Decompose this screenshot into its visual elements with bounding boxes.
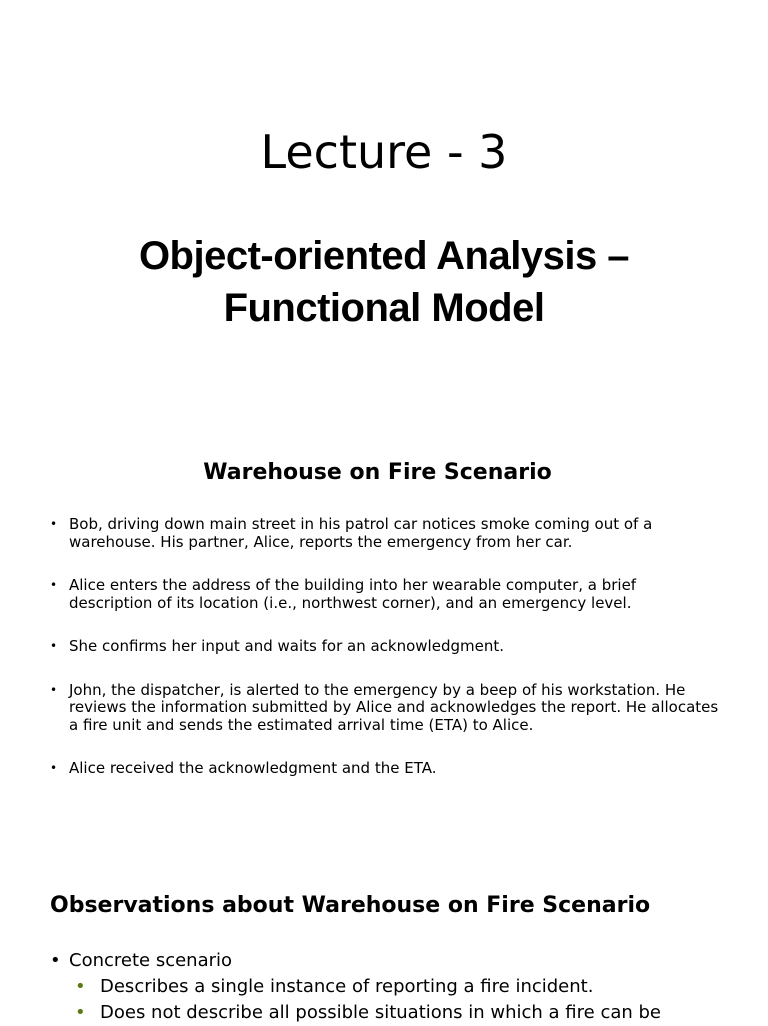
scenario-bullet-item [50, 516, 720, 551]
sub-bullet-marker: • [75, 976, 86, 997]
observation-sub-bullet-item [75, 1000, 760, 1026]
scenario-bullet-item [50, 682, 720, 735]
observation-sub-bullet-item [75, 974, 760, 1000]
scenario-bullet-text: Alice enters the address of the building into her wearable computer, a brief description of its location (i.e., northwest corner), and an emergency level. [69, 576, 637, 612]
bullet-marker: • [50, 578, 58, 592]
bullet-marker: • [50, 950, 61, 971]
observation-sub-bullet-text: Does not describe all possible situations in which a fire can be [100, 1002, 662, 1023]
scenario-bullet-list [50, 516, 720, 804]
scenario-bullet-item [50, 577, 720, 612]
observation-sub-bullet-text: Describes a single instance of reporting a fire incident. [100, 976, 594, 997]
observation-sub-list [50, 974, 760, 1026]
scenario-bullet-text: John, the dispatcher, is alerted to the emergency by a beep of his workstation. He reviews the information submitted by Alice and acknowledges the report. He allocates a fire unit and sends the estimated arrival time (ETA) to Alice. [69, 680, 719, 734]
lecture-subtitle [0, 230, 768, 334]
bullet-marker: • [50, 639, 58, 653]
scenario-bullet-text: Alice received the acknowledgment and the ETA. [69, 759, 437, 777]
scenario-bullet-item [50, 760, 720, 778]
observations-bullet-list [50, 948, 760, 1026]
scenario-heading: Warehouse on Fire Scenario [203, 460, 552, 485]
subtitle-line-1: Object-oriented Analysis – [138, 234, 630, 278]
lecture-title: Lecture - 3 [260, 125, 508, 179]
sub-bullet-marker: • [75, 1002, 86, 1023]
bullet-marker: • [50, 517, 58, 531]
observation-bullet-item [50, 948, 760, 974]
subtitle-line-2: Functional Model [223, 286, 545, 330]
scenario-bullet-text: She confirms her input and waits for an acknowledgment. [69, 637, 504, 655]
scenario-bullet-item [50, 638, 720, 656]
observation-sub-list-wrapper [50, 974, 760, 1026]
observation-bullet-text: Concrete scenario [69, 950, 233, 971]
observations-heading: Observations about Warehouse on Fire Scenario [50, 893, 651, 918]
bullet-marker: • [50, 682, 58, 697]
bullet-marker: • [50, 761, 58, 775]
scenario-bullet-text: Bob, driving down main street in his patrol car notices smoke coming out of a warehouse. His partner, Alice, reports the emergency from her car. [69, 515, 653, 551]
